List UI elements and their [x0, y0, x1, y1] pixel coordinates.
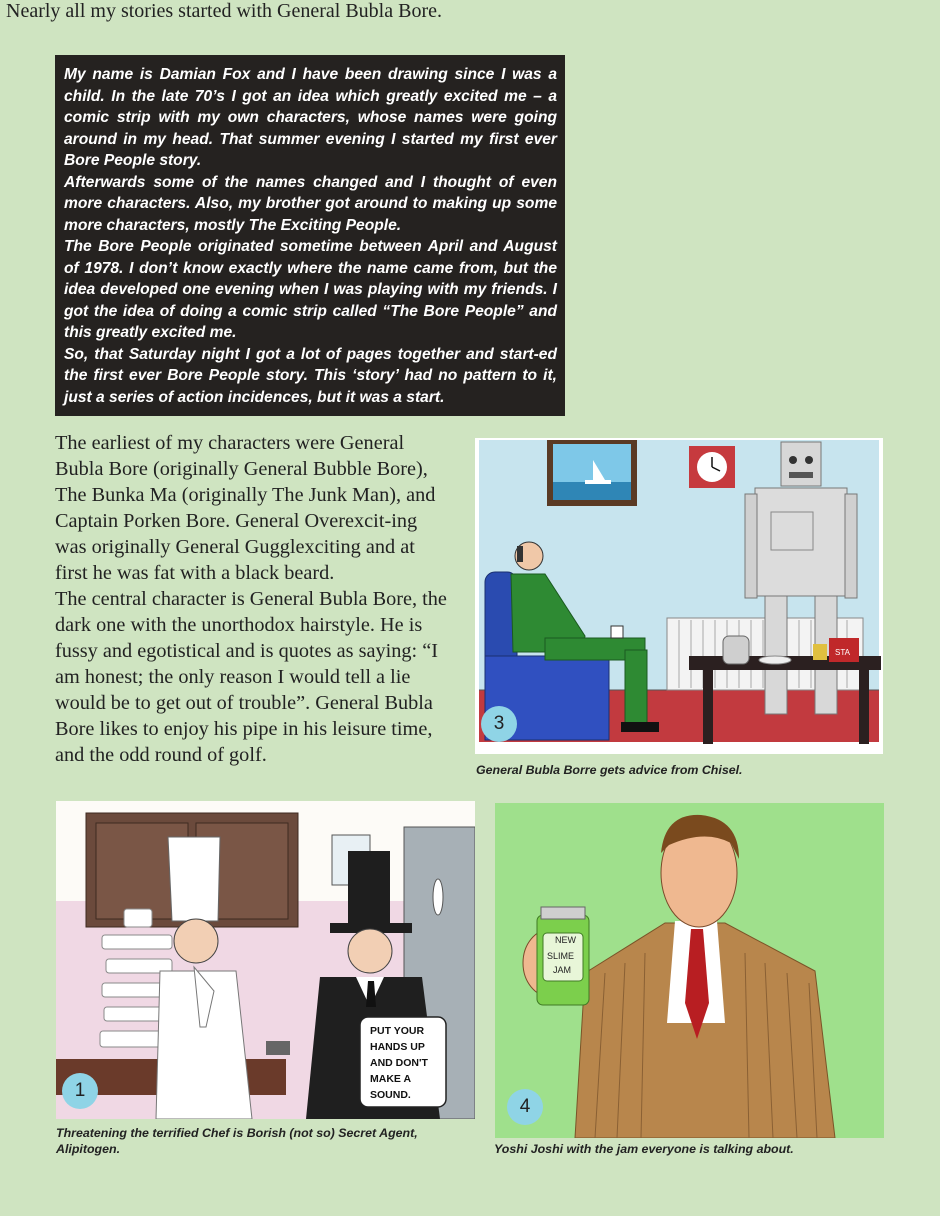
- comic-panel-general-and-robot: [475, 438, 883, 754]
- quote-text: My name is Damian Fox and I have been drawing since I was a child. In the late 70’s I got an idea which greatly excited me – a comic strip with my own characters, whose names were going around in my head. That summer evening I started my first ever Bore People story. Afterwards some of the names changed and I thought of even more characters. Also, my brother got around to making up some more characters, mostly The Exciting People. The Bore People originated sometime between April and August of 1978. I don’t know exactly where the name came from, but the idea developed one evening when I was playing with my friends. I got the idea of doing a comic strip called “The Bore People” and this greatly excited me. So, that Saturday night I got a lot of pages together and start-ed the first ever Bore People story. This ‘story’ had no pattern to it, just a series of action incidences, but it was a start.: [64, 66, 557, 406]
- jar-label-line-3: JAM: [553, 965, 571, 975]
- panel-caption-chef-agent: Threatening the terrified Chef is Borish (not so) Secret Agent, Alipitogen.: [56, 1126, 418, 1156]
- speech-line-3: AND DON'T: [370, 1057, 428, 1069]
- intro-line: Nearly all my stories started with General Bubla Bore.: [6, 0, 442, 22]
- speech-line-2: HANDS UP: [370, 1041, 425, 1053]
- quote-box: [55, 55, 565, 416]
- panel-caption-general-robot: General Bubla Borre gets advice from Chisel.: [476, 763, 743, 777]
- panel-number-badge: 3: [481, 706, 517, 742]
- panel-general-robot-illustration: [475, 438, 883, 754]
- table-box-label: STA: [835, 648, 850, 657]
- body-text: The earliest of my characters were General Bubla Bore (originally General Bubble Bore), The Bunka Ma (originally The Junk Man), and Captain Porken Bore. General Overexcit-ing was originally General Gugglexciting and at first he was fat with a black beard. The central character is General Bubla Bore, the dark one with the unorthodox hairstyle. He is fussy and egotistical and is quotes as saying: “I am honest; the only reason I would tell a lie would be to get out of trouble”. General Bubla Bore likes to enjoy his pipe in his leisure time, and the odd round of golf.: [55, 432, 447, 766]
- speech-line-1: PUT YOUR: [370, 1025, 425, 1037]
- comic-panel-yoshi-jam: [495, 803, 884, 1138]
- panel-caption-yoshi-jam: Yoshi Joshi with the jam everyone is talking about.: [494, 1142, 794, 1156]
- panel-chef-agent-illustration: [56, 801, 475, 1119]
- speech-line-4: MAKE A: [370, 1073, 412, 1085]
- jar-label-line-2: SLIME: [547, 951, 575, 961]
- comic-panel-chef-and-agent: [56, 801, 475, 1119]
- jar-label-line-1: NEW: [555, 935, 576, 945]
- panel-number-badge: 1: [62, 1073, 98, 1109]
- speech-line-5: SOUND.: [370, 1089, 411, 1101]
- panel-yoshi-jam-illustration: [495, 803, 884, 1138]
- panel-number-badge: 4: [507, 1089, 543, 1125]
